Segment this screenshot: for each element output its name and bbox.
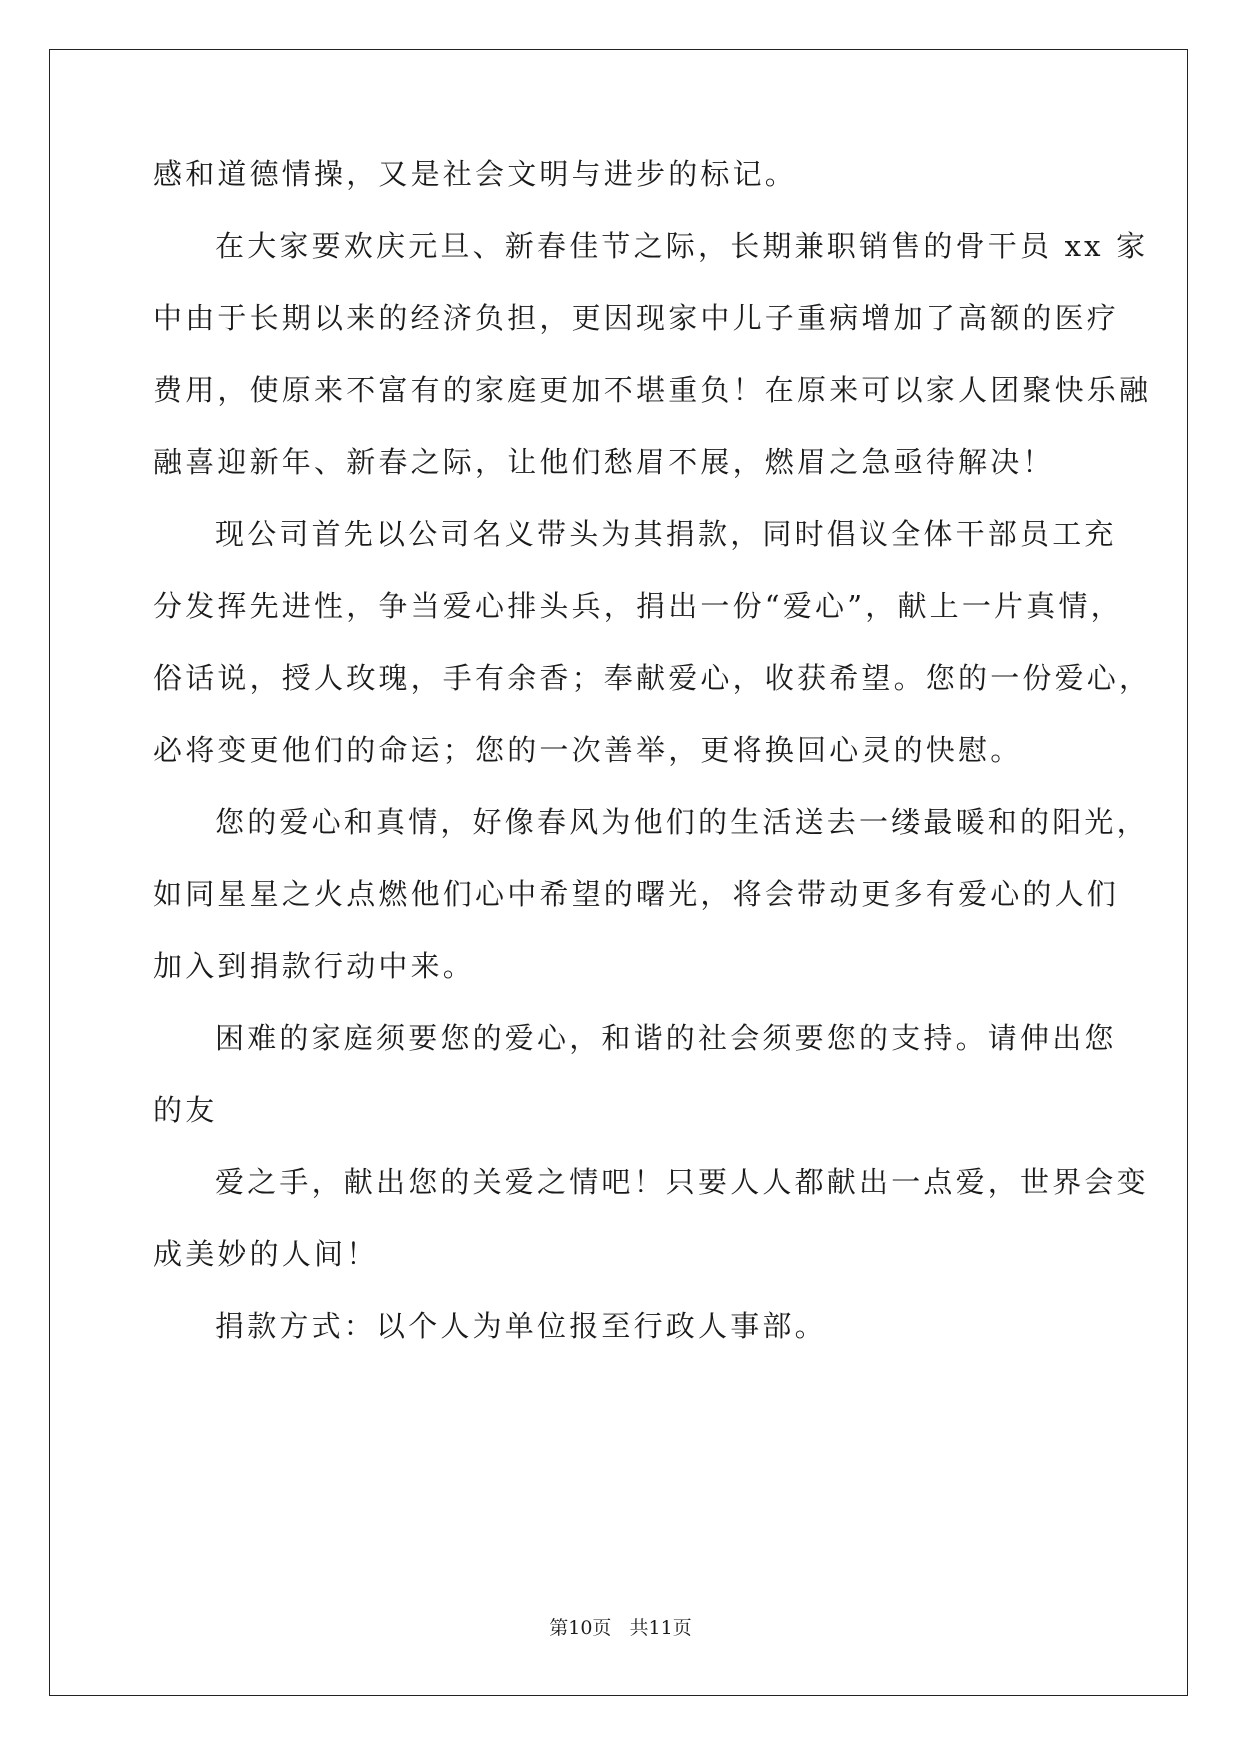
text-line: 加入到捐款行动中来。 — [153, 949, 476, 983]
page-border — [49, 49, 1188, 1696]
text-line: 成美妙的人间！ — [153, 1237, 379, 1271]
text-line: 俗话说，授人玫瑰，手有余香；奉献爱心，收获希望。您的一份爱心， — [153, 661, 1152, 695]
text-line: 如同星星之火点燃他们心中希望的曙光，将会带动更多有爱心的人们 — [153, 877, 1120, 911]
text-line: 费用，使原来不富有的家庭更加不堪重负！在原来可以家人团聚快乐融 — [153, 373, 1152, 407]
text-line: 现公司首先以公司名义带头为其捐款，同时倡议全体干部员工充 — [215, 517, 1117, 551]
text-line: 捐款方式：以个人为单位报至行政人事部。 — [215, 1309, 827, 1343]
page-number-footer: 第10页 共11页 — [549, 1617, 692, 1639]
text-line: 中由于长期以来的经济负担，更因现家中儿子重病增加了高额的医疗 — [153, 301, 1120, 335]
text-line: 融喜迎新年、新春之际，让他们愁眉不展，燃眉之急亟待解决！ — [153, 445, 1055, 479]
text-line: 必将变更他们的命运；您的一次善举，更将换回心灵的快慰。 — [153, 733, 1023, 767]
text-line: 分发挥先进性，争当爱心排头兵，捐出一份“爱心”，献上一片真情， — [153, 589, 1123, 623]
text-line: 在大家要欢庆元旦、新春佳节之际，长期兼职销售的骨干员 xx 家 — [215, 229, 1149, 263]
text-line: 困难的家庭须要您的爱心，和谐的社会须要您的支持。请伸出您 — [215, 1021, 1117, 1055]
text-line: 的友 — [153, 1093, 218, 1127]
text-line: 爱之手，献出您的关爱之情吧！只要人人都献出一点爱，世界会变 — [215, 1165, 1149, 1199]
text-line: 感和道德情操，又是社会文明与进步的标记。 — [153, 157, 798, 191]
text-line: 您的爱心和真情，好像春风为他们的生活送去一缕最暖和的阳光， — [215, 805, 1149, 839]
